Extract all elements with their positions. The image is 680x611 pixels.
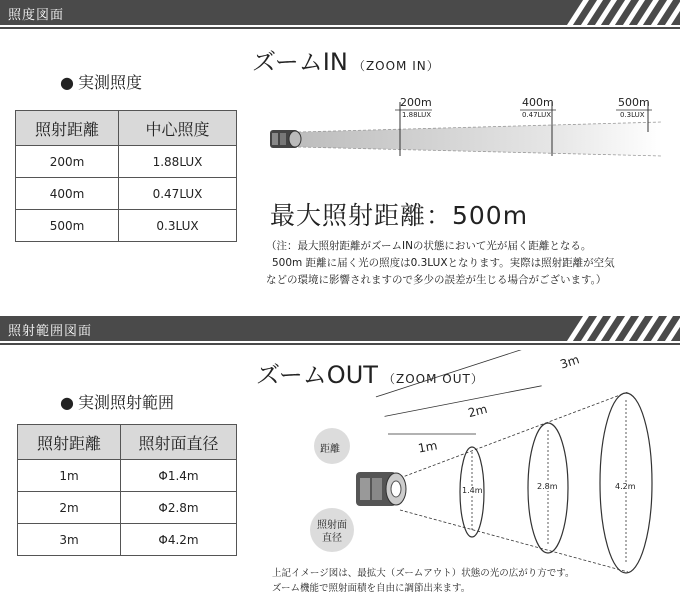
marker-label-lux: 0.3LUX — [620, 111, 645, 119]
table-row — [18, 460, 237, 492]
marker-label-lux: 0.47LUX — [522, 111, 552, 119]
cell-lux: 0.3LUX — [119, 210, 237, 242]
diameter-label: 2.8m — [537, 482, 558, 491]
cell-distance: 500m — [16, 210, 119, 242]
distance-label: 2m — [466, 401, 489, 421]
cell-distance: 400m — [16, 178, 119, 210]
section-rule — [0, 27, 680, 29]
cell-lux: 1.88LUX — [119, 146, 237, 178]
table-header-row — [18, 425, 237, 460]
marker-label-lux: 1.88LUX — [402, 111, 432, 119]
cell-diameter: Φ4.2m — [121, 524, 237, 556]
section-header-range — [0, 316, 680, 341]
note-line: 上記イメージ図は、最拡大（ズームアウト）状態の光の広がり方です。 — [272, 568, 575, 579]
cell-distance: 200m — [16, 146, 119, 178]
zoom-out-spread-diagram — [300, 350, 680, 578]
measured-range-label: ● 実測照射範囲 — [60, 390, 174, 413]
illuminance-note — [266, 238, 615, 289]
zoom-in-title: ズームIN — [252, 48, 348, 76]
table-row — [18, 492, 237, 524]
cell-lux: 0.47LUX — [119, 178, 237, 210]
note-line: ズーム機能で照射面積を自由に調節出来ます。 — [272, 583, 471, 594]
stripe-decoration — [560, 316, 680, 341]
zoom-in-subtitle: （ZOOM IN） — [352, 59, 440, 73]
section-title: 照射範囲図面 — [8, 324, 93, 339]
header-center-lux: 中心照度 — [119, 111, 237, 146]
cell-distance: 3m — [18, 524, 121, 556]
note-line: （注：最大照射距離がズームINの状態において光が届く距離となる。 — [266, 240, 592, 252]
illuminance-table — [15, 110, 237, 242]
section-rule — [0, 343, 680, 345]
range-note — [272, 566, 574, 596]
cell-diameter: Φ2.8m — [121, 492, 237, 524]
flashlight-icon — [356, 472, 406, 506]
table-header-row — [16, 111, 237, 146]
table-row — [18, 524, 237, 556]
stripe-decoration — [560, 0, 680, 25]
section-title: 照度図面 — [8, 8, 65, 23]
zoom-out-title: ズームOUT — [256, 361, 378, 389]
distance-label: 3m — [558, 352, 582, 372]
header-diameter: 照射面直径 — [121, 425, 237, 460]
diameter-label: 1.4m — [462, 486, 483, 495]
measured-illuminance-label: ● 実測照度 — [60, 70, 142, 93]
cell-distance: 2m — [18, 492, 121, 524]
header-distance: 照射距離 — [16, 111, 119, 146]
marker-label-dist: 400m — [522, 96, 554, 109]
marker-label-dist: 500m — [618, 96, 650, 109]
header-distance: 照射距離 — [18, 425, 121, 460]
table-row — [16, 146, 237, 178]
distance-label: 1m — [416, 438, 439, 456]
table-row — [16, 210, 237, 242]
table-row — [16, 178, 237, 210]
distance-circle-label: 距離 — [320, 444, 340, 455]
max-distance-text: 最大照射距離：500m — [270, 201, 529, 230]
note-line: などの環境に影響されますので多少の誤差が生じる場合がございます。） — [266, 274, 607, 286]
marker-label-dist: 200m — [400, 96, 432, 109]
diameter-circle-label: 照射面直径 — [317, 520, 347, 544]
section-header-illuminance — [0, 0, 680, 25]
zoom-in-heading — [252, 42, 440, 77]
cell-distance: 1m — [18, 460, 121, 492]
note-line: 500m 距離に届く光の照度は0.3LUXとなります。実際は照射距離が空気 — [272, 257, 615, 269]
flashlight-icon — [270, 130, 301, 148]
diameter-label: 4.2m — [615, 482, 636, 491]
cell-diameter: Φ1.4m — [121, 460, 237, 492]
zoom-out-subtitle: （ZOOM OUT） — [383, 372, 484, 386]
range-table — [17, 424, 237, 556]
